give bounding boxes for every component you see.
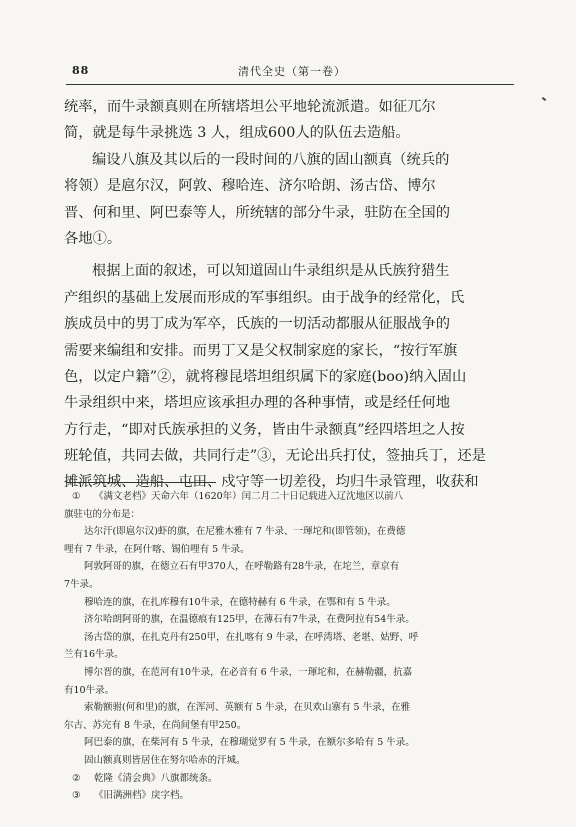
- footnote-line: 汤古岱的旗，在扎克丹有250甲，在扎喀有 9 牛录，在呼湾塔、老堪、姑野、呼: [84, 631, 419, 643]
- footnote-text: 乾隆《清会典》八旗都统条。: [94, 772, 218, 784]
- footnote-marker: ①: [72, 491, 81, 502]
- footnote-line: 固山额真则皆居住在努尔哈赤的汗城。: [84, 754, 246, 766]
- footnote-3: [64, 787, 524, 805]
- footnote-line: 有10牛录。: [64, 684, 115, 696]
- footnote-line: 博尔晋的旗，在范河有10牛录，在必音有 6 牛录，一琿坨和，在赫勒疆，抗嘉: [84, 666, 413, 678]
- footnote-line: 7牛录。: [64, 578, 99, 590]
- body-line: 族成员中的男丁成为军卒，氏族的一切活动都服从征服战争的: [64, 316, 451, 333]
- body-line: 晋、何和里、阿巴泰等人，所统辖的部分牛录，驻防在全国的: [64, 204, 451, 221]
- footnote-rule: [66, 482, 216, 483]
- body-line: 牛录组织中来，塔坦应该承担办理的各种事情，或是经任何地: [64, 395, 451, 412]
- footnote-2: [64, 770, 524, 788]
- page-number: 88: [72, 64, 90, 77]
- body-text: [64, 94, 522, 496]
- scan-speck: [542, 97, 546, 101]
- footnote-text: 《旧满洲档》戾字档。: [94, 790, 190, 802]
- page-header: [72, 62, 512, 82]
- footnote-marker: ②: [72, 772, 81, 784]
- body-line: 摊派筑城、造船、屯田、戍守等一切差役，均归牛录管理，收获和: [64, 474, 479, 491]
- footnote-line: 索勒额驸(何和里)的旗，在浑河、英额有 5 牛录，在贝欢山寨有 5 牛录，在雅: [84, 702, 411, 714]
- footnote-line: 阿巴泰的旗，在柴河有 5 牛录，在穆瑚觉罗有 5 牛录，在额尔多哈有 5 牛录。: [84, 737, 415, 749]
- footnote-text: 《满文老档》天命六年（1620年）闰二月二十日记载进入辽沈地区以前八: [94, 491, 404, 502]
- body-line: 产组织的基础上发展而形成的军事组织。由于战争的经常化，氏: [64, 289, 465, 306]
- footnote-line: 达尔汗(即扈尔汉)虾的旗，在尼雅木雅有 7 牛录、一琿坨和(即管领)，在费德: [84, 526, 406, 538]
- footnote-line: 旗驻屯的分布是：: [64, 508, 141, 520]
- footnote-line: 兰有16牛录。: [64, 649, 124, 661]
- footnotes: [64, 488, 524, 805]
- header-rule: [66, 84, 514, 85]
- footnote-line: 哩有 7 牛录，在阿什喀、锡伯哩有 5 牛录。: [64, 543, 250, 555]
- body-line: 统率，而牛录额真则在所辖塔坦公平地轮流派遣。如征兀尔: [64, 99, 436, 115]
- body-line: 色，以定户籍”②，就将穆昆塔坦组织属下的家庭(boo)纳入固山: [64, 368, 467, 385]
- body-line: 简，就是每牛录挑选 3 人，组成600人的队伍去造船。: [64, 125, 410, 142]
- footnote-line: 尔古、苏完有 8 牛录，在尚间堡有甲250。: [64, 719, 247, 731]
- footnote-marker: ③: [72, 790, 81, 802]
- body-line: 将领）是扈尔汉，阿敦、穆哈连、济尔哈朗、汤古岱、博尔: [64, 178, 436, 195]
- footnote-line: 阿敦阿哥的旗，在德立石有甲370人，在呼勒路有28牛录，在坨兰，章京有: [84, 561, 400, 573]
- footnote-line: 穆哈连的旗，在扎库穆有10牛录，在德特赫有 6 牛录，在鄂和有 5 牛录。: [84, 596, 396, 608]
- body-line: 需要来编组和安排。而男丁又是父权制家庭的家长，“按行军旗: [64, 342, 458, 359]
- running-title: 清代全史（第一卷）: [238, 65, 346, 78]
- footnote-1: [64, 488, 524, 506]
- body-line: 方行走，“即对氏族承担的义务，皆由牛录额真”经四塔坦之人按: [64, 421, 465, 438]
- body-line: 班轮值，共同去做，共同行走”③，无论出兵打仗，签抽兵丁，还是: [64, 448, 486, 465]
- footnote-line: 济尔哈朗阿哥的旗，在温德痕有125甲，在薄石有7牛录，在费阿拉有54牛录。: [84, 614, 415, 626]
- body-line: 各地①。: [64, 230, 122, 247]
- body-line: 根据上面的叙述，可以知道固山牛录组织是从氏族狩猎生: [92, 263, 450, 280]
- body-line: 编设八旗及其以后的一段时间的八旗的固山额真（统兵的: [92, 151, 450, 168]
